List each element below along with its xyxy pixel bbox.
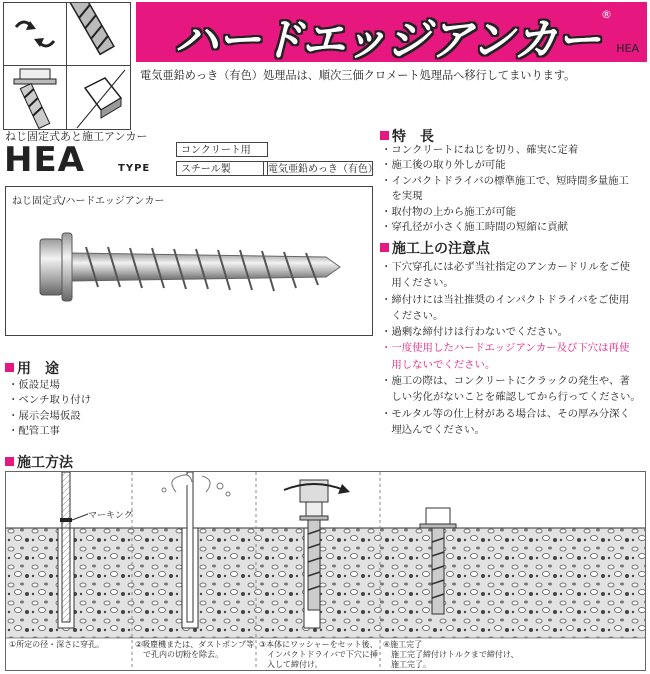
heading-marker-icon <box>380 131 389 140</box>
fixture-bracket-icon <box>67 66 130 129</box>
fixture-icon-cell <box>67 66 130 129</box>
list-item: ・仮設足場 <box>8 379 60 391</box>
product-title: ハードエッジアンカー <box>174 15 600 66</box>
list-item-warning: 用しないでください。 <box>381 358 496 371</box>
list-item: ・配管工事 <box>8 425 60 438</box>
usage-icon-grid <box>3 2 131 130</box>
step-1-caption: ①所定の径・深さに穿孔。 <box>9 640 105 649</box>
list-item: ・過剰な締付けは行わないでください。 <box>381 326 569 339</box>
anchor-bolt-icon <box>4 66 66 129</box>
product-category: ねじ固定式あと施工アンカー <box>5 130 148 143</box>
tag-plating: 電気亜鉛めっき（有色） <box>263 161 373 176</box>
list-item: しい劣化がないことを確認してから行ってください。 <box>381 391 641 404</box>
list-item: ・コンクリートにねじを切り、確実に定着 <box>381 144 579 156</box>
list-item: ・締付けには当社推奨のインパクトドライバをご使用 <box>381 293 630 306</box>
step-3-caption: ③本体にワッシャーをセット後、 インパクトドライバで下穴に挿 入して締付け。 <box>259 640 378 669</box>
rotation-arrows-icon <box>4 3 66 65</box>
list-item: ・モルタル等の仕上材がある場合は、その厚み分深く <box>381 407 630 420</box>
cautions-list <box>381 259 641 438</box>
list-item-warning: ・一度使用したハードエッジアンカー及び下穴は再使 <box>381 342 630 355</box>
list-item: を実現 <box>381 190 423 203</box>
plating-notice: 電気亜鉛めっき（有色）処理品は、順次三価クロメート処理品へ移行してまいります。 <box>140 69 576 82</box>
list-item: ください。 <box>381 309 444 322</box>
heading-marker-icon <box>380 243 389 252</box>
heading-marker-icon <box>5 457 14 466</box>
anchor-bolt-icon-cell <box>4 66 67 129</box>
list-item: ・穿孔径が小さく施工時間の短縮に貢献 <box>381 221 569 234</box>
cautions-heading: 施工上の注意点 <box>380 238 490 258</box>
list-item: ・施工後の取り外しが可能 <box>381 159 506 172</box>
rotation-icon-cell <box>4 3 67 66</box>
features-list <box>381 143 629 235</box>
product-brand: HEA <box>4 140 85 180</box>
heading-marker-icon <box>5 363 14 372</box>
uses-list <box>8 378 91 440</box>
list-item: ・施工の際は、コンクリートにクラックの発生や、著 <box>381 375 630 388</box>
list-item: ・下穴穿孔には必ず当社指定のアンカードリルをご使 <box>381 261 630 273</box>
registered-mark: ® <box>601 8 612 21</box>
product-image-caption: ねじ固定式/ハードエッジアンカー <box>12 196 165 207</box>
list-item: ・展示会場仮設 <box>8 409 81 422</box>
tag-steel: スチール製 <box>176 161 268 176</box>
product-image-box <box>5 186 373 336</box>
list-item: 用ください。 <box>381 277 454 290</box>
product-type-suffix: TYPE <box>118 163 151 174</box>
step-4-caption: ④施工完了 施工完了締付けトルクまで締付け、 施工完了。 <box>383 640 519 669</box>
method-heading: 施工方法 <box>5 452 73 472</box>
list-item: ・ベンチ取り付け <box>8 394 92 407</box>
marking-label: マーキング <box>88 511 133 521</box>
screw-tip-icon-cell <box>67 3 130 66</box>
anchor-screw-image <box>36 229 356 309</box>
title-banner <box>136 2 647 66</box>
product-code: HEA <box>616 42 639 55</box>
uses-heading: 用 途 <box>5 358 59 378</box>
tag-concrete: コンクリート用 <box>176 142 268 157</box>
method-diagram <box>5 471 646 671</box>
list-item: 埋込んでください。 <box>381 423 485 436</box>
step-2-caption: ②吸塵機または、ダストポンプ等 で孔内の切粉を除去。 <box>135 640 255 659</box>
screw-tip-icon <box>67 3 130 65</box>
list-item: ・インパクトドライバの標準施工で、短時間多量施工 <box>381 174 629 187</box>
list-item: ・取付物の上から施工が可能 <box>381 205 517 218</box>
features-heading: 特 長 <box>380 126 434 146</box>
